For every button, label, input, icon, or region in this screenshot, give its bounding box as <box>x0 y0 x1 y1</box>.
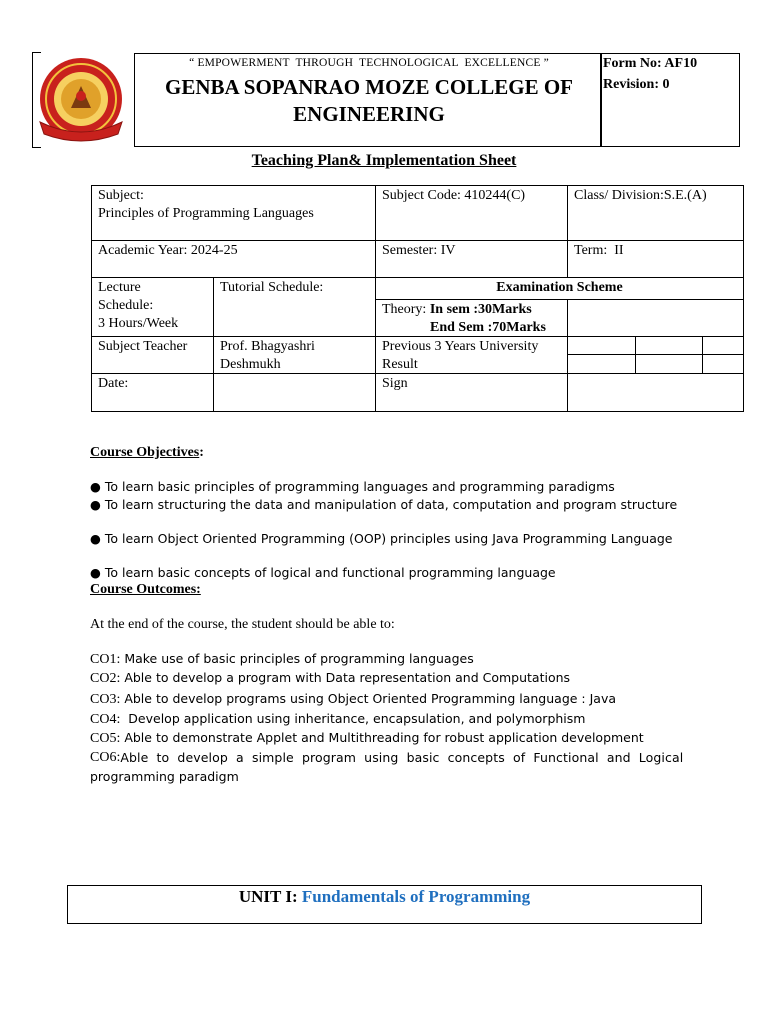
unit-label: UNIT I: <box>238 887 298 906</box>
tutorial-schedule-cell <box>213 277 376 337</box>
revision-number: Revision: 0 <box>603 77 670 92</box>
objective-item: ● To learn basic concepts of logical and functional programming language <box>90 565 556 580</box>
term-cell <box>567 240 744 278</box>
academic-year: Academic Year: 2024-25 <box>98 243 238 258</box>
lecture-schedule-cell <box>91 277 214 337</box>
college-name-line2: ENGINEERING <box>293 102 445 126</box>
unit-title: Fundamentals of Programming <box>301 887 531 906</box>
date-label: Date: <box>98 376 129 391</box>
subject-label: Subject: <box>98 188 144 203</box>
class-division: Class/ Division:S.E.(A) <box>574 188 707 203</box>
unit-heading <box>67 887 702 907</box>
course-outcomes-intro: At the end of the course, the student should be able to: <box>90 617 395 632</box>
sign-cell <box>375 373 568 412</box>
college-logo <box>34 56 128 146</box>
date-value-cell <box>213 373 376 412</box>
lecture-line1: Lecture <box>98 280 141 295</box>
course-objectives-colon: : <box>199 445 204 460</box>
objective-item: ● To learn basic principles of programming languages and programming paradigms <box>90 479 615 494</box>
result-cell-2 <box>635 336 703 355</box>
form-number: Form No: AF10 <box>603 56 698 71</box>
outcome-text: Able to develop a simple program using basic concepts of Functional and Logical <box>120 750 684 765</box>
subject-cell <box>91 185 376 241</box>
college-logo-icon <box>34 56 128 146</box>
outcome-label: CO1: <box>90 652 121 667</box>
teacher-name-line1: Prof. Bhagyashri <box>220 339 315 354</box>
sheet-title: Teaching Plan& Implementation Sheet <box>251 152 517 169</box>
teacher-name-cell <box>213 336 376 374</box>
sign-label: Sign <box>382 376 408 391</box>
semester: Semester: IV <box>382 243 456 258</box>
previous-results-line1: Previous 3 Years University <box>382 339 539 354</box>
exam-scheme-cell <box>375 277 744 300</box>
outcome-text: Able to develop a program with Data representation and Computations <box>120 670 571 685</box>
tutorial-schedule: Tutorial Schedule: <box>220 280 324 295</box>
theory-blank-cell <box>567 299 744 337</box>
previous-results-cell <box>375 336 568 374</box>
subject-value: Principles of Programming Languages <box>98 206 314 221</box>
outcome-text: Develop application using inheritance, encapsulation, and polymorphism <box>120 711 586 726</box>
result-cell-5 <box>635 354 703 374</box>
outcome-item <box>90 709 585 730</box>
theory-label: Theory: <box>382 302 427 317</box>
outcome-label: CO3: <box>90 692 121 707</box>
outcome-label: CO6: <box>90 750 121 765</box>
previous-results-line2: Result <box>382 357 418 372</box>
outcome-item <box>90 668 570 689</box>
end-sem-marks: End Sem :70Marks <box>430 320 546 335</box>
theory-cell <box>375 299 568 337</box>
outcome-label: CO4: <box>90 712 121 727</box>
class-division-cell <box>567 185 744 241</box>
lecture-line2: Schedule: <box>98 298 154 313</box>
outcome-label: CO2: <box>90 671 121 686</box>
teacher-name-line2: Deshmukh <box>220 357 281 372</box>
result-cell-3 <box>702 336 744 355</box>
exam-scheme: Examination Scheme <box>496 280 623 295</box>
result-cell-6 <box>702 354 744 374</box>
lecture-line3: 3 Hours/Week <box>98 316 179 331</box>
outcome-item <box>90 649 474 670</box>
subject-teacher-label: Subject Teacher <box>98 339 188 354</box>
outcome-text: Able to develop programs using Object Oriented Programming language : Java <box>120 691 617 706</box>
term: Term: II <box>574 243 624 258</box>
objective-item: ● To learn structuring the data and manipulation of data, computation and program structure <box>90 497 678 512</box>
outcome-text: Make use of basic principles of programming languages <box>120 651 474 666</box>
college-name-line1: GENBA SOPANRAO MOZE COLLEGE OF <box>165 75 573 99</box>
outcome-item <box>90 748 684 786</box>
sign-value-cell <box>567 373 744 412</box>
subject-code-cell <box>375 185 568 241</box>
result-cell-4 <box>567 354 636 374</box>
in-sem-marks: In sem :30Marks <box>429 302 532 317</box>
semester-cell <box>375 240 568 278</box>
outcome-text-continued: programming paradigm <box>90 769 239 784</box>
objective-item: ● To learn Object Oriented Programming (OOP) principles using Java Programming Language <box>90 531 673 546</box>
course-outcomes-heading: Course Outcomes: <box>90 582 201 597</box>
academic-year-cell <box>91 240 376 278</box>
outcome-text: Able to demonstrate Applet and Multithreading for robust application development <box>120 730 644 745</box>
motto: “ EMPOWERMENT THROUGH TECHNOLOGICAL EXCELLENCE ” <box>189 57 549 69</box>
subject-code: Subject Code: 410244(C) <box>382 188 526 203</box>
course-objectives-title: Course Objectives <box>90 445 200 460</box>
outcome-item <box>90 728 644 749</box>
outcome-label: CO5: <box>90 731 121 746</box>
date-cell <box>91 373 214 412</box>
outcome-item <box>90 689 616 710</box>
subject-teacher-label-cell <box>91 336 214 374</box>
course-objectives-heading <box>90 445 204 461</box>
result-cell-1 <box>567 336 636 355</box>
